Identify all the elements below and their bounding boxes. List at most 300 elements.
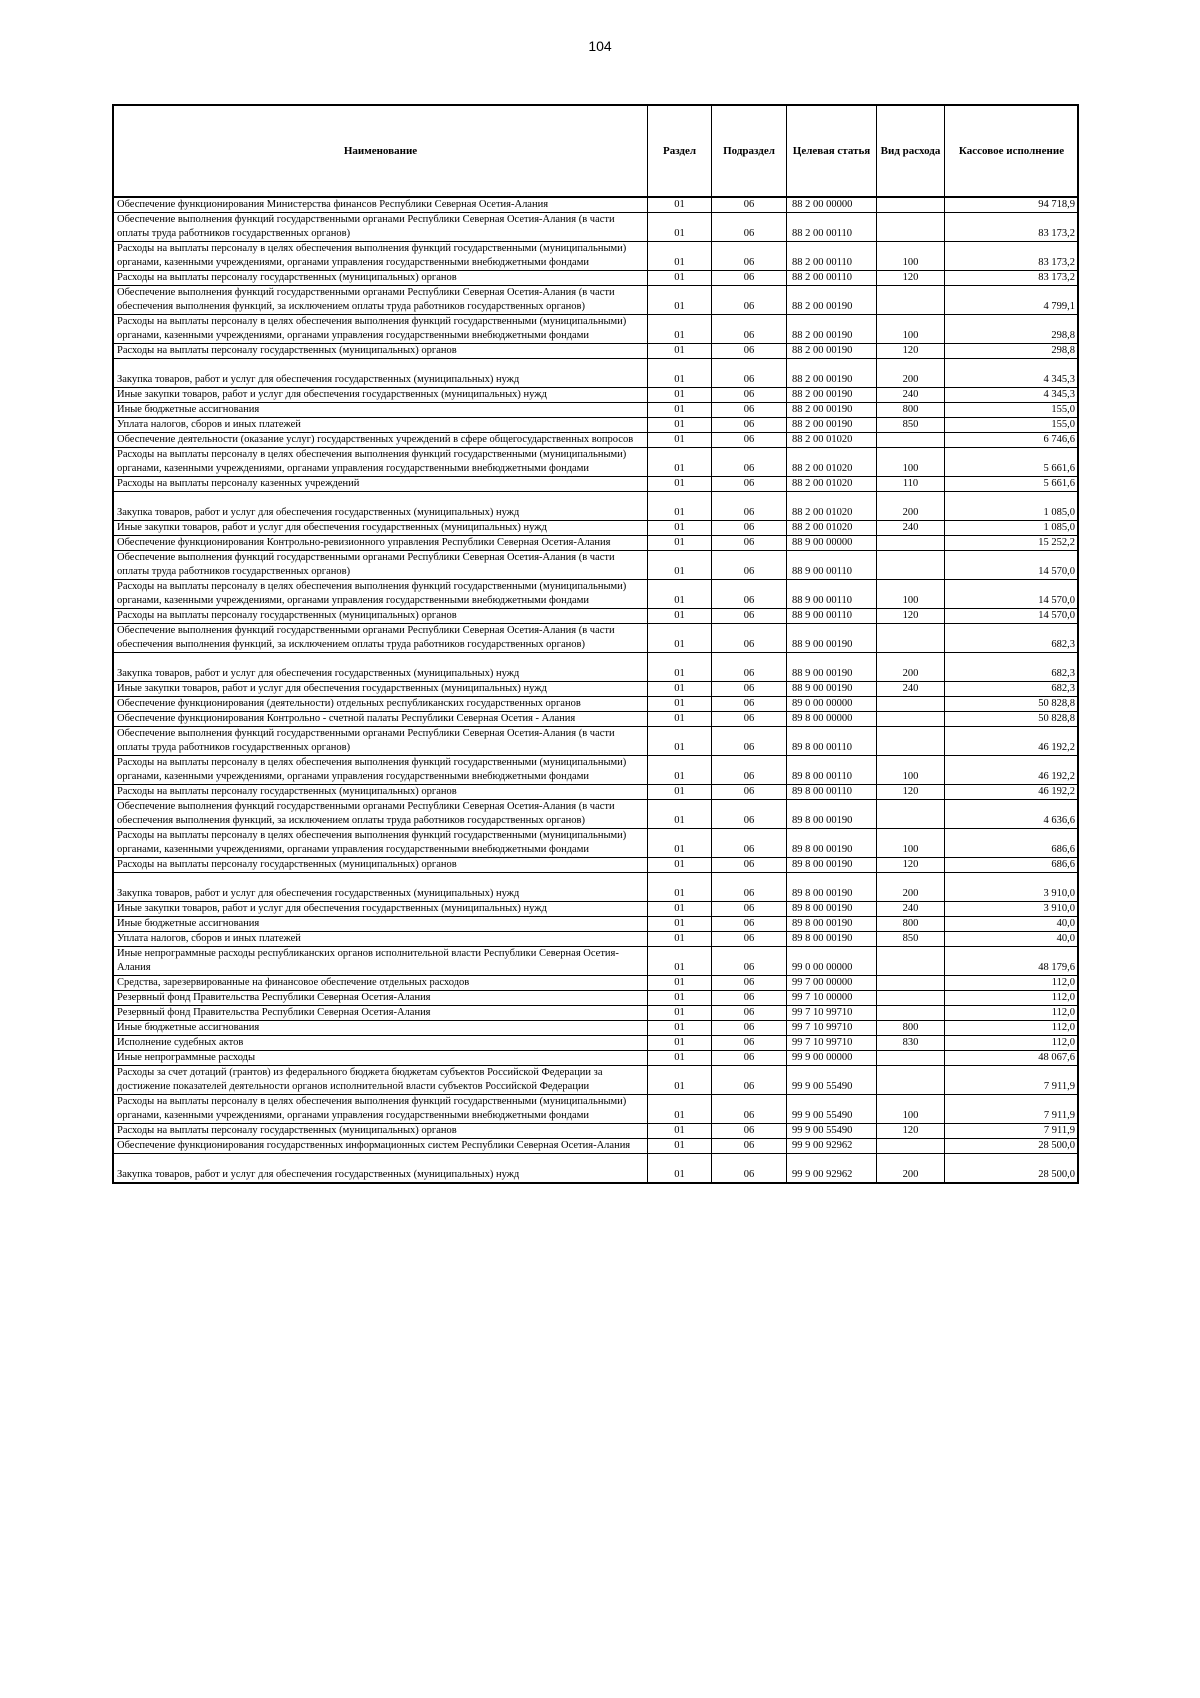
cell-name: Расходы на выплаты персоналу в целях обеспечения выполнения функций государственными (муниципальными) органами, казенными учреждениями, органами управления государственными внебюджетными фондами: [114, 1095, 648, 1124]
cell-razdel: 01: [648, 418, 712, 433]
cell-amount: 94 718,9: [945, 197, 1079, 213]
cell-amount: 14 570,0: [945, 609, 1079, 624]
cell-amount: 14 570,0: [945, 580, 1079, 609]
cell-name: Закупка товаров, работ и услуг для обеспечения государственных (муниципальных) нужд: [114, 359, 648, 388]
cell-podrazdel: 06: [712, 315, 787, 344]
cell-razdel: 01: [648, 785, 712, 800]
cell-razdel: 01: [648, 492, 712, 521]
cell-celevaya-statya: 99 7 10 00000: [787, 991, 877, 1006]
cell-razdel: 01: [648, 1095, 712, 1124]
cell-razdel: 01: [648, 213, 712, 242]
table-row: [114, 932, 1079, 947]
cell-amount: 112,0: [945, 976, 1079, 991]
cell-celevaya-statya: 99 9 00 55490: [787, 1095, 877, 1124]
cell-celevaya-statya: 88 2 00 00190: [787, 359, 877, 388]
cell-podrazdel: 06: [712, 829, 787, 858]
cell-podrazdel: 06: [712, 1095, 787, 1124]
cell-amount: 1 085,0: [945, 521, 1079, 536]
header-podrazdel: Подраздел: [712, 106, 787, 198]
cell-amount: 83 173,2: [945, 271, 1079, 286]
cell-vid-rashoda: 120: [877, 344, 945, 359]
cell-celevaya-statya: 88 9 00 00110: [787, 609, 877, 624]
table-row: [114, 271, 1079, 286]
cell-name: Расходы на выплаты персоналу государственных (муниципальных) органов: [114, 785, 648, 800]
cell-vid-rashoda: [877, 947, 945, 976]
cell-name: Расходы на выплаты персоналу в целях обеспечения выполнения функций государственными (муниципальными) органами, казенными учреждениями, органами управления государственными внебюджетными фондами: [114, 580, 648, 609]
cell-vid-rashoda: [877, 213, 945, 242]
table-row: [114, 213, 1079, 242]
cell-vid-rashoda: 800: [877, 403, 945, 418]
cell-name: Закупка товаров, работ и услуг для обеспечения государственных (муниципальных) нужд: [114, 873, 648, 902]
cell-vid-rashoda: 120: [877, 858, 945, 873]
cell-name: Обеспечение выполнения функций государственными органами Республики Северная Осетия-Алания (в части оплаты труда работников государственных органов): [114, 551, 648, 580]
cell-vid-rashoda: 850: [877, 418, 945, 433]
cell-celevaya-statya: 99 9 00 55490: [787, 1066, 877, 1095]
table-row: [114, 1051, 1079, 1066]
cell-amount: 4 345,3: [945, 388, 1079, 403]
table-row: [114, 242, 1079, 271]
table-row: [114, 197, 1079, 213]
cell-razdel: 01: [648, 1154, 712, 1183]
cell-celevaya-statya: 88 2 00 00110: [787, 271, 877, 286]
table-row: [114, 1139, 1079, 1154]
cell-celevaya-statya: 89 8 00 00000: [787, 712, 877, 727]
cell-name: Обеспечение выполнения функций государственными органами Республики Северная Осетия-Алания (в части обеспечения выполнения функций, за исключением оплаты труда работников государственных органов): [114, 624, 648, 653]
cell-vid-rashoda: [877, 1066, 945, 1095]
cell-podrazdel: 06: [712, 492, 787, 521]
cell-celevaya-statya: 99 0 00 00000: [787, 947, 877, 976]
cell-vid-rashoda: 100: [877, 315, 945, 344]
budget-table: [113, 105, 1079, 1183]
cell-celevaya-statya: 89 0 00 00000: [787, 697, 877, 712]
cell-vid-rashoda: 800: [877, 917, 945, 932]
cell-celevaya-statya: 89 8 00 00190: [787, 858, 877, 873]
table-row: [114, 403, 1079, 418]
cell-celevaya-statya: 89 8 00 00190: [787, 800, 877, 829]
cell-podrazdel: 06: [712, 213, 787, 242]
cell-name: Обеспечение выполнения функций государственными органами Республики Северная Осетия-Алания (в части обеспечения выполнения функций, за исключением оплаты труда работников государственных органов): [114, 286, 648, 315]
cell-amount: 6 746,6: [945, 433, 1079, 448]
table-row: [114, 858, 1079, 873]
cell-razdel: 01: [648, 976, 712, 991]
cell-name: Расходы на выплаты персоналу в целях обеспечения выполнения функций государственными (муниципальными) органами, казенными учреждениями, органами управления государственными внебюджетными фондами: [114, 315, 648, 344]
cell-amount: 298,8: [945, 315, 1079, 344]
cell-name: Уплата налогов, сборов и иных платежей: [114, 418, 648, 433]
header-kassovoe-ispolnenie: Кассовое исполнение: [945, 106, 1079, 198]
table-row: [114, 609, 1079, 624]
cell-amount: 112,0: [945, 1006, 1079, 1021]
table-row: [114, 653, 1079, 682]
cell-podrazdel: 06: [712, 359, 787, 388]
cell-razdel: 01: [648, 359, 712, 388]
table-row: [114, 1066, 1079, 1095]
cell-amount: 15 252,2: [945, 536, 1079, 551]
cell-podrazdel: 06: [712, 653, 787, 682]
cell-amount: 1 085,0: [945, 492, 1079, 521]
cell-amount: 686,6: [945, 858, 1079, 873]
cell-podrazdel: 06: [712, 551, 787, 580]
cell-podrazdel: 06: [712, 1154, 787, 1183]
cell-name: Обеспечение функционирования Контрольно-ревизионного управления Республики Северная Осетия-Алания: [114, 536, 648, 551]
cell-vid-rashoda: 100: [877, 580, 945, 609]
page-number: 104: [588, 38, 612, 54]
cell-razdel: 01: [648, 197, 712, 213]
table-row: [114, 551, 1079, 580]
cell-razdel: 01: [648, 1036, 712, 1051]
cell-podrazdel: 06: [712, 917, 787, 932]
cell-podrazdel: 06: [712, 624, 787, 653]
cell-celevaya-statya: 99 7 10 99710: [787, 1021, 877, 1036]
cell-vid-rashoda: 240: [877, 521, 945, 536]
cell-vid-rashoda: 200: [877, 492, 945, 521]
cell-celevaya-statya: 89 8 00 00190: [787, 873, 877, 902]
cell-name: Обеспечение выполнения функций государственными органами Республики Северная Осетия-Алания (в части оплаты труда работников государственных органов): [114, 727, 648, 756]
cell-celevaya-statya: 88 9 00 00190: [787, 682, 877, 697]
cell-vid-rashoda: 120: [877, 271, 945, 286]
cell-celevaya-statya: 89 8 00 00190: [787, 917, 877, 932]
cell-name: Резервный фонд Правительства Республики Северная Осетия-Алания: [114, 1006, 648, 1021]
cell-podrazdel: 06: [712, 1139, 787, 1154]
cell-podrazdel: 06: [712, 1124, 787, 1139]
cell-celevaya-statya: 99 9 00 55490: [787, 1124, 877, 1139]
table-header-row: [114, 106, 1079, 198]
cell-vid-rashoda: [877, 433, 945, 448]
cell-podrazdel: 06: [712, 976, 787, 991]
cell-amount: 686,6: [945, 829, 1079, 858]
cell-podrazdel: 06: [712, 477, 787, 492]
cell-razdel: 01: [648, 653, 712, 682]
cell-vid-rashoda: 200: [877, 1154, 945, 1183]
table-row: [114, 433, 1079, 448]
cell-podrazdel: 06: [712, 932, 787, 947]
table-row: [114, 947, 1079, 976]
cell-podrazdel: 06: [712, 785, 787, 800]
cell-name: Расходы на выплаты персоналу казенных учреждений: [114, 477, 648, 492]
cell-razdel: 01: [648, 917, 712, 932]
table-row: [114, 785, 1079, 800]
header-vid-rashoda: Вид расхода: [877, 106, 945, 198]
cell-celevaya-statya: 89 8 00 00190: [787, 932, 877, 947]
cell-razdel: 01: [648, 1124, 712, 1139]
table-row: [114, 727, 1079, 756]
cell-amount: 83 173,2: [945, 242, 1079, 271]
cell-vid-rashoda: 120: [877, 609, 945, 624]
cell-celevaya-statya: 88 2 00 01020: [787, 521, 877, 536]
cell-amount: 7 911,9: [945, 1066, 1079, 1095]
cell-amount: 682,3: [945, 624, 1079, 653]
cell-celevaya-statya: 99 7 10 99710: [787, 1006, 877, 1021]
cell-celevaya-statya: 99 7 00 00000: [787, 976, 877, 991]
cell-razdel: 01: [648, 1066, 712, 1095]
table-row: [114, 580, 1079, 609]
table-row: [114, 286, 1079, 315]
cell-amount: 50 828,8: [945, 697, 1079, 712]
cell-razdel: 01: [648, 344, 712, 359]
table-body: [114, 197, 1079, 1183]
cell-razdel: 01: [648, 242, 712, 271]
cell-podrazdel: 06: [712, 697, 787, 712]
cell-amount: 50 828,8: [945, 712, 1079, 727]
header-razdel: Раздел: [648, 106, 712, 198]
table-row: [114, 448, 1079, 477]
cell-vid-rashoda: [877, 712, 945, 727]
cell-name: Резервный фонд Правительства Республики Северная Осетия-Алания: [114, 991, 648, 1006]
cell-amount: 5 661,6: [945, 448, 1079, 477]
table-row: [114, 1021, 1079, 1036]
cell-podrazdel: 06: [712, 756, 787, 785]
cell-celevaya-statya: 89 8 00 00110: [787, 785, 877, 800]
cell-razdel: 01: [648, 433, 712, 448]
cell-vid-rashoda: 100: [877, 829, 945, 858]
cell-name: Расходы на выплаты персоналу государственных (муниципальных) органов: [114, 1124, 648, 1139]
cell-razdel: 01: [648, 448, 712, 477]
cell-name: Расходы на выплаты персоналу государственных (муниципальных) органов: [114, 344, 648, 359]
cell-amount: 4 345,3: [945, 359, 1079, 388]
cell-podrazdel: 06: [712, 873, 787, 902]
cell-amount: 48 067,6: [945, 1051, 1079, 1066]
cell-celevaya-statya: 99 7 10 99710: [787, 1036, 877, 1051]
cell-razdel: 01: [648, 712, 712, 727]
cell-razdel: 01: [648, 947, 712, 976]
cell-razdel: 01: [648, 580, 712, 609]
cell-celevaya-statya: 88 2 00 00190: [787, 388, 877, 403]
cell-celevaya-statya: 88 2 00 01020: [787, 433, 877, 448]
cell-podrazdel: 06: [712, 712, 787, 727]
cell-celevaya-statya: 89 8 00 00110: [787, 756, 877, 785]
cell-razdel: 01: [648, 286, 712, 315]
cell-name: Иные закупки товаров, работ и услуг для обеспечения государственных (муниципальных) нужд: [114, 902, 648, 917]
cell-vid-rashoda: 240: [877, 682, 945, 697]
cell-amount: 46 192,2: [945, 785, 1079, 800]
cell-razdel: 01: [648, 271, 712, 286]
cell-vid-rashoda: [877, 697, 945, 712]
cell-razdel: 01: [648, 315, 712, 344]
cell-name: Расходы за счет дотаций (грантов) из федерального бюджета бюджетам субъектов Российской Федерации за достижение показателей деятельности органов исполнительной власти субъектов Российской Федерации: [114, 1066, 648, 1095]
cell-vid-rashoda: [877, 624, 945, 653]
cell-vid-rashoda: [877, 197, 945, 213]
table-row: [114, 1124, 1079, 1139]
cell-vid-rashoda: [877, 1139, 945, 1154]
cell-podrazdel: 06: [712, 286, 787, 315]
cell-podrazdel: 06: [712, 1036, 787, 1051]
cell-celevaya-statya: 88 2 00 00190: [787, 286, 877, 315]
cell-razdel: 01: [648, 727, 712, 756]
cell-name: Обеспечение выполнения функций государственными органами Республики Северная Осетия-Алания (в части оплаты труда работников государственных органов): [114, 213, 648, 242]
cell-podrazdel: 06: [712, 418, 787, 433]
cell-razdel: 01: [648, 858, 712, 873]
cell-podrazdel: 06: [712, 727, 787, 756]
cell-celevaya-statya: 88 9 00 00110: [787, 580, 877, 609]
cell-name: Иные непрограммные расходы: [114, 1051, 648, 1066]
cell-podrazdel: 06: [712, 433, 787, 448]
cell-amount: 4 799,1: [945, 286, 1079, 315]
cell-amount: 46 192,2: [945, 727, 1079, 756]
cell-podrazdel: 06: [712, 580, 787, 609]
cell-podrazdel: 06: [712, 271, 787, 286]
cell-razdel: 01: [648, 800, 712, 829]
cell-name: Иные закупки товаров, работ и услуг для обеспечения государственных (муниципальных) нужд: [114, 388, 648, 403]
cell-celevaya-statya: 88 2 00 00190: [787, 418, 877, 433]
cell-vid-rashoda: 240: [877, 902, 945, 917]
cell-razdel: 01: [648, 536, 712, 551]
cell-podrazdel: 06: [712, 947, 787, 976]
cell-name: Обеспечение функционирования государственных информационных систем Республики Северная Осетия-Алания: [114, 1139, 648, 1154]
cell-name: Иные непрограммные расходы республиканских органов исполнительной власти Республики Северная Осетия-Алания: [114, 947, 648, 976]
cell-name: Обеспечение функционирования Контрольно - счетной палаты Республики Северная Осетия - Алания: [114, 712, 648, 727]
cell-name: Уплата налогов, сборов и иных платежей: [114, 932, 648, 947]
cell-razdel: 01: [648, 829, 712, 858]
cell-razdel: 01: [648, 682, 712, 697]
table-row: [114, 624, 1079, 653]
cell-razdel: 01: [648, 521, 712, 536]
cell-podrazdel: 06: [712, 858, 787, 873]
cell-vid-rashoda: 800: [877, 1021, 945, 1036]
cell-name: Расходы на выплаты персоналу в целях обеспечения выполнения функций государственными (муниципальными) органами, казенными учреждениями, органами управления государственными внебюджетными фондами: [114, 448, 648, 477]
cell-vid-rashoda: [877, 1006, 945, 1021]
table-row: [114, 697, 1079, 712]
cell-razdel: 01: [648, 403, 712, 418]
cell-razdel: 01: [648, 624, 712, 653]
table-row: [114, 1154, 1079, 1183]
cell-vid-rashoda: 100: [877, 448, 945, 477]
cell-razdel: 01: [648, 1021, 712, 1036]
cell-razdel: 01: [648, 756, 712, 785]
cell-name: Расходы на выплаты персоналу в целях обеспечения выполнения функций государственными (муниципальными) органами, казенными учреждениями, органами управления государственными внебюджетными фондами: [114, 242, 648, 271]
cell-vid-rashoda: [877, 551, 945, 580]
header-celevaya-statya: Целевая статья: [787, 106, 877, 198]
cell-name: Иные бюджетные ассигнования: [114, 917, 648, 932]
cell-podrazdel: 06: [712, 800, 787, 829]
table-row: [114, 976, 1079, 991]
cell-amount: 28 500,0: [945, 1154, 1079, 1183]
cell-razdel: 01: [648, 609, 712, 624]
cell-amount: 3 910,0: [945, 873, 1079, 902]
cell-vid-rashoda: 110: [877, 477, 945, 492]
cell-vid-rashoda: 830: [877, 1036, 945, 1051]
table-row: [114, 682, 1079, 697]
cell-name: Обеспечение функционирования Министерства финансов Республики Северная Осетия-Алания: [114, 197, 648, 213]
cell-amount: 155,0: [945, 418, 1079, 433]
cell-amount: 7 911,9: [945, 1095, 1079, 1124]
table-row: [114, 800, 1079, 829]
cell-amount: 682,3: [945, 682, 1079, 697]
cell-razdel: 01: [648, 477, 712, 492]
table-row: [114, 1095, 1079, 1124]
cell-celevaya-statya: 89 8 00 00190: [787, 902, 877, 917]
cell-name: Иные бюджетные ассигнования: [114, 403, 648, 418]
cell-vid-rashoda: 240: [877, 388, 945, 403]
cell-vid-rashoda: [877, 976, 945, 991]
cell-amount: 7 911,9: [945, 1124, 1079, 1139]
cell-amount: 682,3: [945, 653, 1079, 682]
table-row: [114, 902, 1079, 917]
cell-vid-rashoda: 120: [877, 1124, 945, 1139]
cell-vid-rashoda: [877, 286, 945, 315]
table-row: [114, 477, 1079, 492]
cell-razdel: 01: [648, 388, 712, 403]
cell-vid-rashoda: 120: [877, 785, 945, 800]
cell-celevaya-statya: 88 2 00 00110: [787, 213, 877, 242]
cell-vid-rashoda: 100: [877, 242, 945, 271]
cell-celevaya-statya: 88 2 00 00190: [787, 315, 877, 344]
table-row: [114, 712, 1079, 727]
cell-podrazdel: 06: [712, 1051, 787, 1066]
cell-celevaya-statya: 88 9 00 00190: [787, 653, 877, 682]
table-row: [114, 388, 1079, 403]
cell-vid-rashoda: 200: [877, 653, 945, 682]
cell-vid-rashoda: 850: [877, 932, 945, 947]
cell-celevaya-statya: 88 2 00 01020: [787, 492, 877, 521]
cell-name: Средства, зарезервированные на финансовое обеспечение отдельных расходов: [114, 976, 648, 991]
cell-podrazdel: 06: [712, 902, 787, 917]
cell-amount: 40,0: [945, 932, 1079, 947]
cell-name: Закупка товаров, работ и услуг для обеспечения государственных (муниципальных) нужд: [114, 653, 648, 682]
cell-amount: 14 570,0: [945, 551, 1079, 580]
cell-razdel: 01: [648, 932, 712, 947]
cell-podrazdel: 06: [712, 609, 787, 624]
cell-name: Расходы на выплаты персоналу в целях обеспечения выполнения функций государственными (муниципальными) органами, казенными учреждениями, органами управления государственными внебюджетными фондами: [114, 756, 648, 785]
cell-name: Обеспечение деятельности (оказание услуг) государственных учреждений в сфере общегосударственных вопросов: [114, 433, 648, 448]
cell-amount: 112,0: [945, 1036, 1079, 1051]
table-row: [114, 917, 1079, 932]
cell-amount: 298,8: [945, 344, 1079, 359]
header-name: Наименование: [114, 106, 648, 198]
cell-celevaya-statya: 88 2 00 00000: [787, 197, 877, 213]
cell-celevaya-statya: 88 2 00 00190: [787, 344, 877, 359]
cell-celevaya-statya: 89 8 00 00190: [787, 829, 877, 858]
table-row: [114, 873, 1079, 902]
cell-razdel: 01: [648, 902, 712, 917]
cell-razdel: 01: [648, 1006, 712, 1021]
cell-name: Обеспечение выполнения функций государственными органами Республики Северная Осетия-Алания (в части обеспечения выполнения функций, за исключением оплаты труда работников государственных органов): [114, 800, 648, 829]
cell-celevaya-statya: 88 2 00 00110: [787, 242, 877, 271]
cell-name: Расходы на выплаты персоналу государственных (муниципальных) органов: [114, 858, 648, 873]
table-row: [114, 492, 1079, 521]
table-row: [114, 418, 1079, 433]
cell-vid-rashoda: [877, 800, 945, 829]
cell-podrazdel: 06: [712, 1021, 787, 1036]
cell-amount: 112,0: [945, 991, 1079, 1006]
cell-podrazdel: 06: [712, 242, 787, 271]
cell-name: Иные бюджетные ассигнования: [114, 1021, 648, 1036]
table-row: [114, 536, 1079, 551]
cell-vid-rashoda: [877, 991, 945, 1006]
cell-razdel: 01: [648, 873, 712, 902]
cell-amount: 112,0: [945, 1021, 1079, 1036]
cell-vid-rashoda: 200: [877, 359, 945, 388]
cell-razdel: 01: [648, 697, 712, 712]
cell-name: Закупка товаров, работ и услуг для обеспечения государственных (муниципальных) нужд: [114, 1154, 648, 1183]
cell-podrazdel: 06: [712, 448, 787, 477]
cell-celevaya-statya: 88 2 00 00190: [787, 403, 877, 418]
cell-podrazdel: 06: [712, 197, 787, 213]
cell-vid-rashoda: 100: [877, 1095, 945, 1124]
cell-celevaya-statya: 88 9 00 00000: [787, 536, 877, 551]
cell-name: Исполнение судебных актов: [114, 1036, 648, 1051]
cell-amount: 48 179,6: [945, 947, 1079, 976]
table-row: [114, 756, 1079, 785]
table-row: [114, 1006, 1079, 1021]
cell-podrazdel: 06: [712, 388, 787, 403]
cell-razdel: 01: [648, 991, 712, 1006]
cell-podrazdel: 06: [712, 403, 787, 418]
table-row: [114, 829, 1079, 858]
cell-amount: 3 910,0: [945, 902, 1079, 917]
table-row: [114, 344, 1079, 359]
cell-podrazdel: 06: [712, 344, 787, 359]
cell-vid-rashoda: [877, 727, 945, 756]
cell-podrazdel: 06: [712, 682, 787, 697]
